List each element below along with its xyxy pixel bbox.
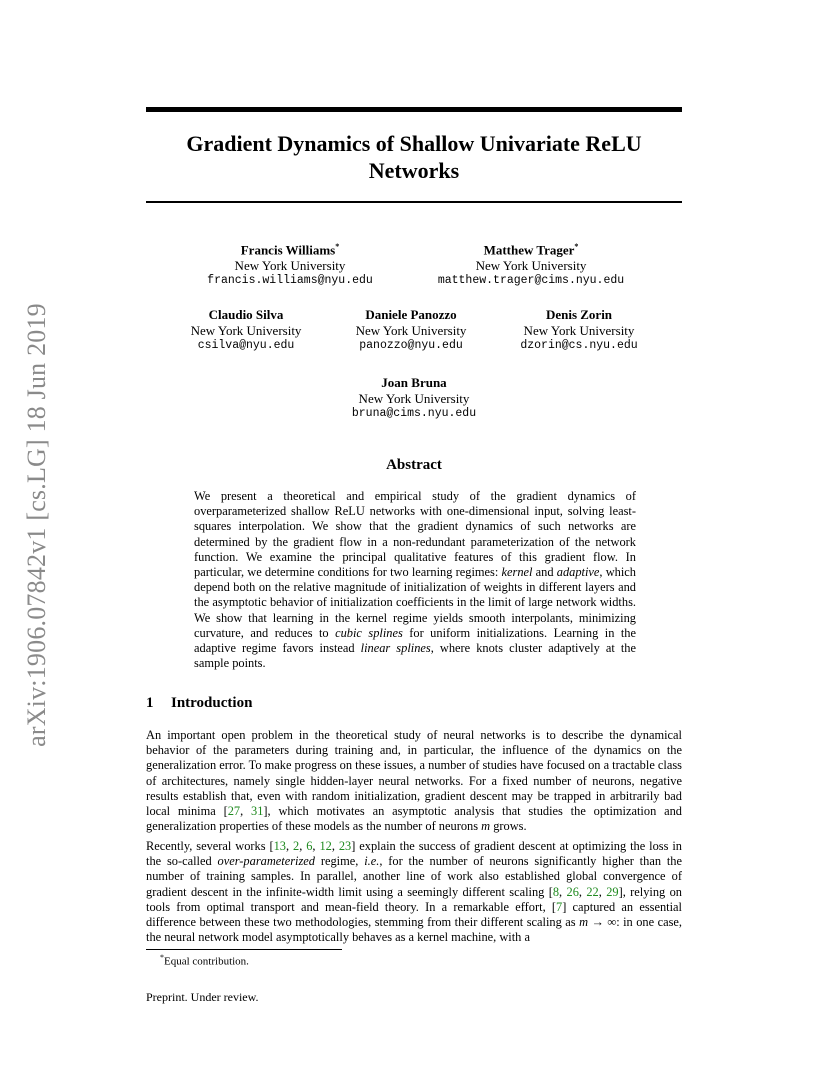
author-name: Joan Bruna [381, 375, 447, 390]
author-block-5 [520, 307, 637, 354]
section-heading-introduction [146, 695, 252, 712]
title-rule-bottom [146, 201, 682, 203]
paper-title: Gradient Dynamics of Shallow Univariate ReLU Networks [186, 131, 642, 183]
author-name: Matthew Trager* [483, 242, 579, 258]
author-block-1 [207, 239, 373, 289]
citation-link[interactable]: 22 [586, 884, 599, 899]
citation-link[interactable]: 26 [566, 884, 579, 899]
section-title: Introduction [171, 695, 253, 711]
author-affiliation: New York University [358, 390, 470, 406]
arxiv-sidebar [20, 290, 54, 760]
author-email: panozzo@nyu.edu [359, 339, 463, 352]
author-name: Claudio Silva [208, 307, 284, 322]
author-email: dzorin@cs.nyu.edu [520, 339, 638, 352]
author-email: csilva@nyu.edu [197, 339, 295, 352]
author-block-4 [356, 307, 467, 354]
title-rule-top [146, 107, 682, 112]
section-number: 1 [146, 695, 154, 711]
citation-link[interactable]: 2 [293, 839, 300, 853]
citation-link[interactable]: 12 [319, 839, 332, 853]
citation-link[interactable]: 8 [552, 884, 560, 899]
citation-link[interactable]: 23 [338, 839, 352, 853]
abstract-heading: Abstract [386, 457, 442, 473]
citation-link[interactable]: 6 [306, 839, 313, 853]
citation-link[interactable]: 27 [227, 804, 241, 819]
author-email: matthew.trager@cims.nyu.edu [437, 274, 625, 288]
author-affiliation: New York University [523, 322, 635, 338]
footnote: *Equal contribution. [160, 953, 249, 968]
author-affiliation: New York University [190, 322, 302, 338]
author-block-2 [438, 239, 624, 289]
author-affiliation: New York University [355, 322, 467, 338]
author-name: Denis Zorin [545, 307, 613, 322]
footnote-rule [146, 949, 342, 950]
intro-paragraph-1: An important open problem in the theoretical study of neural networks is to describe the dynamical behavior of the parameters during training and, in particular, the influence of the dynamics on the generalization error. To make progress on these issues, a number of studies have focused on a tractable class of architectures, namely single hidden-layer neural networks. For a fixed number of neurons, negative results establish that, even with random initialization, gradient descent may be trapped in arbitrarily bad local minima [27, 31], which motivates an asymptotic analysis that studies the optimization and generalization properties of these models as the number of neurons m grows. [146, 728, 682, 834]
author-affiliation: New York University [475, 257, 587, 273]
citation-link[interactable]: 31 [251, 804, 264, 819]
arxiv-identifier: arXiv:1906.07842v1 [cs.LG] 18 Jun 2019 [22, 303, 51, 747]
citation-link[interactable]: 29 [606, 884, 619, 899]
author-email: francis.williams@nyu.edu [207, 274, 373, 288]
author-block-3 [191, 307, 302, 354]
author-name: Daniele Panozzo [365, 307, 457, 322]
author-block-6 [352, 375, 476, 422]
citation-link[interactable]: 13 [273, 839, 286, 853]
author-affiliation: New York University [234, 257, 346, 273]
citation-link[interactable]: 7 [556, 899, 563, 914]
preprint-notice: Preprint. Under review. [146, 990, 259, 1004]
intro-paragraph-2: Recently, several works [13, 2, 6, 12, 23] explain the success of gradient descent at optimizing the loss in the so-called over-parameterized regime, i.e., for the number of neurons significantly higher than the number of training samples. In parallel, another line of work also established global convergence of gradient descent in the infinite-width limit using a seemingly different scaling [8, 26, 22, 29], relying on tools from optimal transport and mean-field theory. In a remarkable effort, [7] captured an essential difference between these two methodologies, stemming from their different scaling as m → ∞: in one case, the neural network model asymptotically behaves as a kernel machine, with a [146, 839, 683, 945]
abstract-text: We present a theoretical and empirical study of the gradient dynamics of overparameterized shallow ReLU networks with one-dimensional input, solving least-squares interpolation. We show that the gradient dynamics of such networks are determined by the gradient flow in a non-redundant parameterization of the network function. We examine the principal qualitative features of this gradient flow. In particular, we determine conditions for two learning regimes: kernel and adaptive, which depend both on the relative magnitude of initialization of weights in different layers and the asymptotic behavior of initialization coefficients in the limit of large network widths. We show that learning in the kernel regime yields smooth interpolants, minimizing curvature, and reduces to cubic splines for uniform initializations. Learning in the adaptive regime favors instead linear splines, where knots cluster adaptively at the sample points. [194, 489, 636, 671]
author-name: Francis Williams* [240, 242, 340, 258]
author-email: bruna@cims.nyu.edu [351, 407, 477, 420]
